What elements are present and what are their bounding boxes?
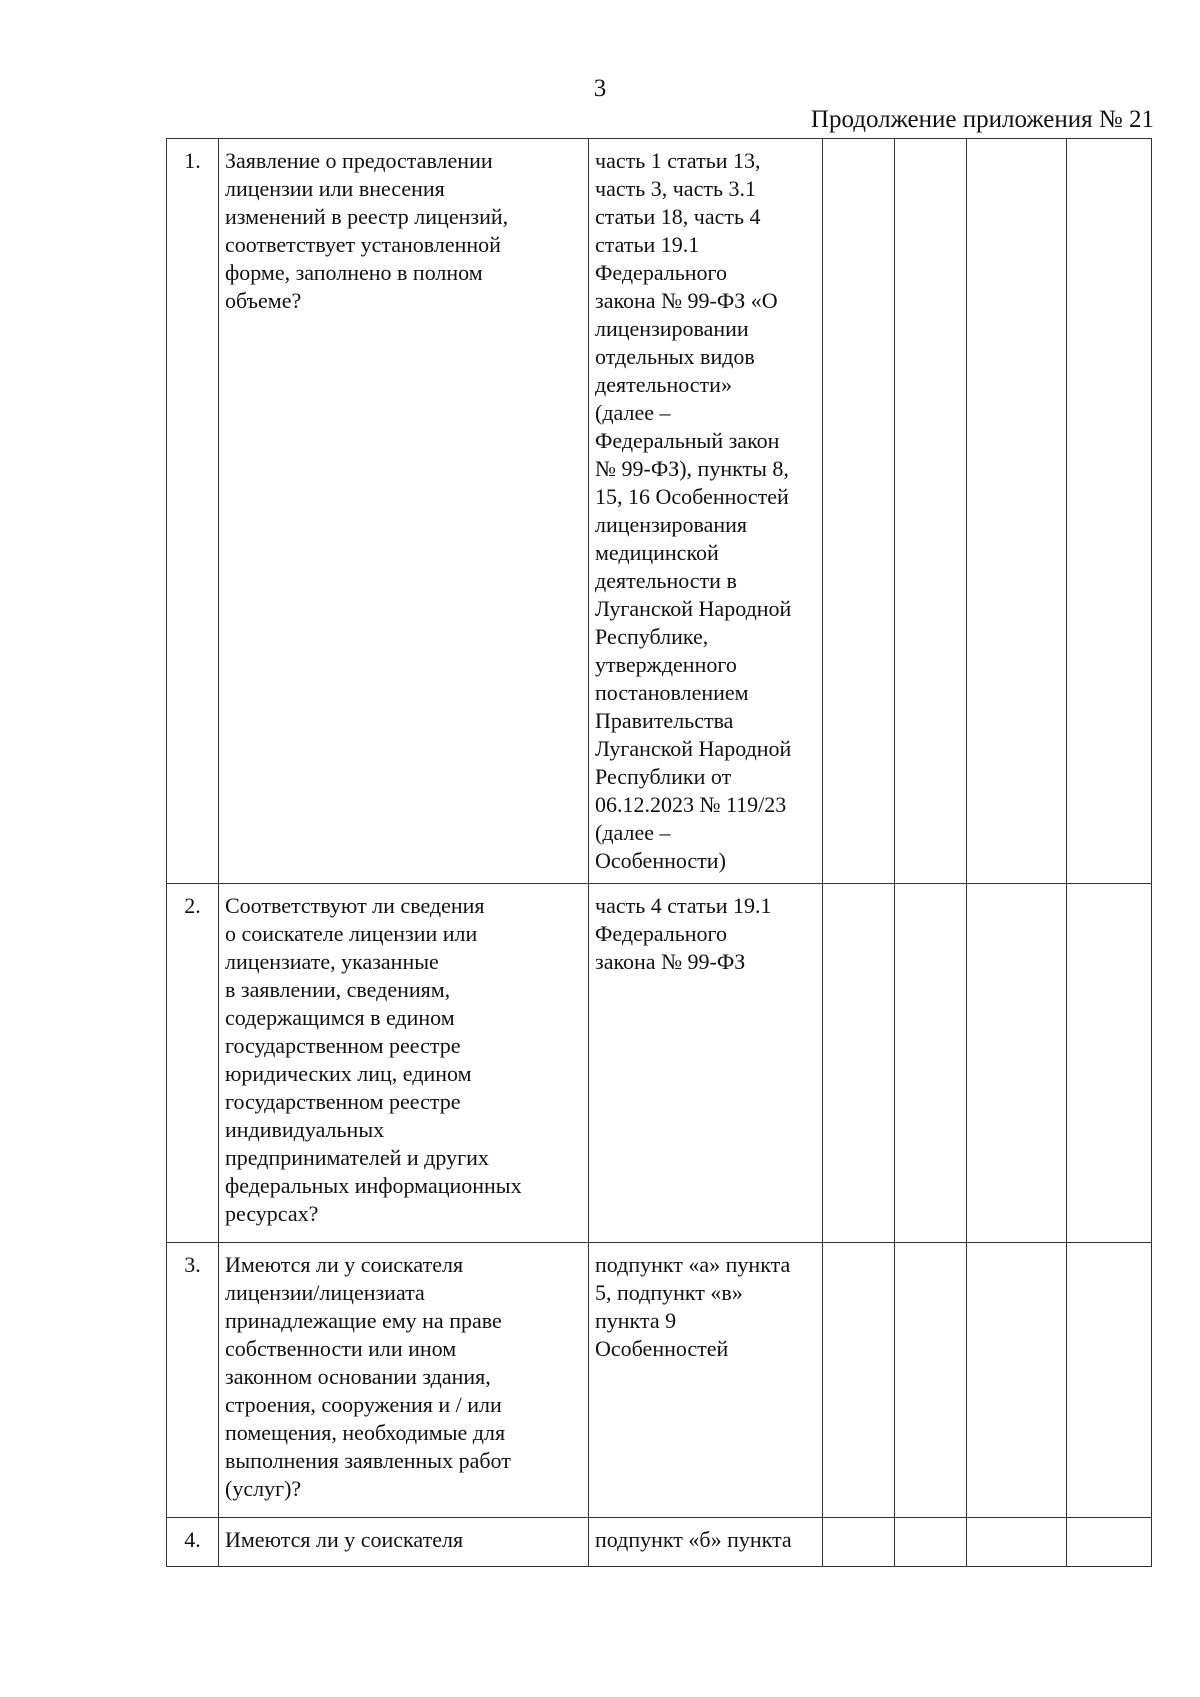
checklist-table xyxy=(166,138,1152,1567)
table-row xyxy=(167,1518,1152,1567)
page-number: 3 xyxy=(593,75,607,102)
row-number: 4. xyxy=(167,1518,219,1567)
table-row xyxy=(167,139,1152,884)
answer-cell-note[interactable] xyxy=(1067,1243,1152,1518)
row-question: Имеются ли у соискателя лицензии/лицензиата принадлежащие ему на праве собственности или ином законном основании здания, строения, сооружения и / или помещения, необходимые для выполнения заявленных работ (услуг)? xyxy=(219,1243,589,1518)
table-row xyxy=(167,884,1152,1243)
row-legal-basis: часть 1 статьи 13, часть 3, часть 3.1 статьи 18, часть 4 статьи 19.1 Федерального закона № 99-ФЗ «О лицензировании отдельных видов деятельности» (далее – Федеральный закон № 99-ФЗ), пункты 8, 15, 16 Особенностей лицензирования медицинской деятельности в Луганской Народной Республике, утвержденного постановлением Правительства Луганской Народной Республики от 06.12.2023 № 119/23 (далее – Особенности) xyxy=(589,139,823,884)
answer-cell-not-applicable[interactable] xyxy=(967,1243,1067,1518)
answer-cell-note[interactable] xyxy=(1067,884,1152,1243)
row-legal-basis: подпункт «а» пункта 5, подпункт «в» пункта 9 Особенностей xyxy=(589,1243,823,1518)
answer-cell-yes[interactable] xyxy=(823,139,895,884)
row-number: 3. xyxy=(167,1243,219,1518)
answer-cell-no[interactable] xyxy=(895,139,967,884)
answer-cell-note[interactable] xyxy=(1067,1518,1152,1567)
answer-cell-no[interactable] xyxy=(895,1243,967,1518)
answer-cell-yes[interactable] xyxy=(823,1243,895,1518)
row-number: 1. xyxy=(167,139,219,884)
table-row xyxy=(167,1243,1152,1518)
answer-cell-no[interactable] xyxy=(895,1518,967,1567)
answer-cell-not-applicable[interactable] xyxy=(967,1518,1067,1567)
row-question: Имеются ли у соискателя xyxy=(219,1518,589,1567)
answer-cell-not-applicable[interactable] xyxy=(967,884,1067,1243)
row-number: 2. xyxy=(167,884,219,1243)
row-legal-basis: подпункт «б» пункта xyxy=(589,1518,823,1567)
answer-cell-note[interactable] xyxy=(1067,139,1152,884)
appendix-continuation-label: Продолжение приложения № 21 xyxy=(810,106,1154,133)
answer-cell-not-applicable[interactable] xyxy=(967,139,1067,884)
answer-cell-yes[interactable] xyxy=(823,1518,895,1567)
row-question: Соответствуют ли сведения о соискателе лицензии или лицензиате, указанные в заявлении, сведениям, содержащимся в едином государственном реестре юридических лиц, едином государственном реестре индивидуальных предпринимателей и других федеральных информационных ресурсах? xyxy=(219,884,589,1243)
row-question: Заявление о предоставлении лицензии или внесения изменений в реестр лицензий, соответствует установленной форме, заполнено в полном объеме? xyxy=(219,139,589,884)
row-legal-basis: часть 4 статьи 19.1 Федерального закона № 99-ФЗ xyxy=(589,884,823,1243)
answer-cell-yes[interactable] xyxy=(823,884,895,1243)
answer-cell-no[interactable] xyxy=(895,884,967,1243)
